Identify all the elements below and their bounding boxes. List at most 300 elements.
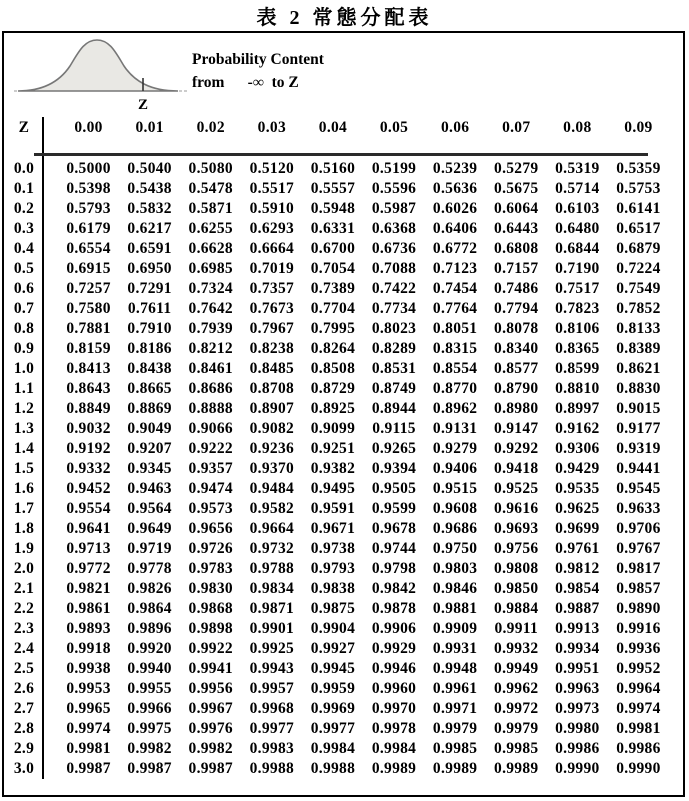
probability-cell: 0.9887 [555, 600, 600, 618]
row-label: 1.8 [13, 520, 35, 538]
probability-cell: 0.9890 [616, 600, 661, 618]
probability-cell: 0.9875 [310, 600, 356, 618]
row-label: 1.1 [13, 380, 35, 398]
column-header: 0.09 [624, 119, 653, 137]
probability-cell: 0.9525 [494, 480, 539, 498]
probability-cell: 0.9948 [432, 660, 478, 678]
probability-cell: 0.9099 [310, 420, 356, 438]
probability-cell: 0.9793 [310, 560, 356, 578]
probability-cell: 0.6368 [371, 220, 417, 238]
probability-cell: 0.9463 [127, 480, 172, 498]
probability-cell: 0.7157 [494, 260, 539, 278]
probability-cell: 0.9484 [249, 480, 295, 498]
probability-cell: 0.9671 [310, 520, 356, 538]
probability-cell: 0.9591 [310, 500, 356, 518]
probability-cell: 0.9693 [494, 520, 539, 538]
row-label: 2.6 [13, 680, 35, 698]
probability-cell: 0.8106 [555, 320, 600, 338]
probability-cell: 0.8186 [127, 340, 172, 358]
probability-cell: 0.5596 [371, 180, 417, 198]
row-label: 0.8 [13, 320, 35, 338]
probability-cell: 0.9783 [188, 560, 233, 578]
probability-cell: 0.9960 [371, 680, 417, 698]
probability-cell: 0.9959 [310, 680, 356, 698]
probability-cell: 0.9474 [188, 480, 233, 498]
probability-cell: 0.8869 [127, 400, 172, 418]
probability-cell: 0.9778 [127, 560, 172, 578]
probability-cell: 0.7673 [249, 300, 295, 318]
probability-cell: 0.6331 [310, 220, 356, 238]
row-label: 2.8 [13, 720, 35, 738]
probability-cell: 0.9925 [249, 640, 295, 658]
probability-cell: 0.5753 [616, 180, 661, 198]
table-row [4, 519, 683, 539]
row-label: 2.5 [13, 660, 35, 678]
probability-cell: 0.9986 [555, 740, 600, 758]
probability-cell: 0.9798 [371, 560, 417, 578]
probability-cell: 0.9761 [555, 540, 600, 558]
table-row [4, 359, 683, 379]
probability-cell: 0.9582 [249, 500, 295, 518]
row-label: 0.6 [13, 280, 35, 298]
probability-cell: 0.9986 [616, 740, 661, 758]
probability-cell: 0.9989 [432, 760, 478, 778]
probability-cell: 0.9772 [66, 560, 111, 578]
probability-cell: 0.9987 [66, 760, 111, 778]
probability-cell: 0.7642 [188, 300, 233, 318]
probability-cell: 0.8212 [188, 340, 233, 358]
column-header: 0.02 [196, 119, 225, 137]
probability-cell: 0.7995 [310, 320, 356, 338]
probability-cell: 0.5319 [555, 160, 600, 178]
probability-cell: 0.9573 [188, 500, 233, 518]
row-label: 3.0 [13, 760, 35, 778]
column-header: 0.05 [379, 119, 409, 137]
probability-cell: 0.7764 [432, 300, 478, 318]
probability-cell: 0.7389 [310, 280, 356, 298]
probability-cell: 0.9918 [66, 640, 111, 658]
probability-cell: 0.9985 [432, 740, 478, 758]
row-label: 0.0 [13, 160, 35, 178]
probability-cell: 0.9969 [310, 700, 356, 718]
probability-cell: 0.7517 [555, 280, 600, 298]
probability-cell: 0.9946 [371, 660, 417, 678]
probability-cell: 0.7939 [188, 320, 233, 338]
probability-cell: 0.8023 [371, 320, 417, 338]
probability-cell: 0.9990 [555, 760, 600, 778]
probability-cell: 0.9265 [371, 440, 417, 458]
probability-cell: 0.7486 [494, 280, 539, 298]
row-label: 2.4 [13, 640, 35, 658]
probability-cell: 0.9357 [188, 460, 233, 478]
probability-cell: 0.6026 [432, 200, 478, 218]
probability-cell: 0.8438 [127, 360, 172, 378]
table-row [4, 539, 683, 559]
row-label: 0.7 [13, 300, 35, 318]
probability-cell: 0.9982 [127, 740, 172, 758]
probability-cell: 0.9032 [66, 420, 111, 438]
probability-cell: 0.9147 [494, 420, 539, 438]
probability-cell: 0.9980 [555, 720, 600, 738]
probability-cell: 0.9406 [432, 460, 478, 478]
probability-cell: 0.9977 [310, 720, 356, 738]
row-label: 1.9 [13, 540, 35, 558]
probability-cell: 0.6293 [249, 220, 295, 238]
probability-cell: 0.9881 [432, 600, 478, 618]
row-label: 2.0 [13, 560, 35, 578]
table-frame [2, 31, 685, 797]
probability-cell: 0.7823 [555, 300, 600, 318]
probability-cell: 0.9015 [616, 400, 661, 418]
probability-cell: 0.9131 [432, 420, 478, 438]
row-label: 0.1 [13, 180, 35, 198]
probability-cell: 0.9830 [188, 580, 233, 598]
probability-cell: 0.9251 [310, 440, 356, 458]
probability-cell: 0.9988 [249, 760, 295, 778]
probability-cell: 0.8770 [432, 380, 478, 398]
row-label: 0.9 [13, 340, 35, 358]
probability-cell: 0.9985 [494, 740, 539, 758]
probability-cell: 0.8413 [66, 360, 111, 378]
row-label: 1.6 [13, 480, 35, 498]
probability-cell: 0.9981 [66, 740, 111, 758]
probability-cell: 0.9854 [555, 580, 600, 598]
probability-cell: 0.9966 [127, 700, 172, 718]
probability-cell: 0.8643 [66, 380, 111, 398]
probability-cell: 0.5636 [432, 180, 478, 198]
probability-cell: 0.9972 [494, 700, 539, 718]
probability-cell: 0.9649 [127, 520, 172, 538]
probability-cell: 0.9826 [127, 580, 172, 598]
probability-cell: 0.6179 [66, 220, 111, 238]
probability-cell: 0.9495 [310, 480, 356, 498]
probability-cell: 0.6844 [555, 240, 600, 258]
table-row [4, 459, 683, 479]
probability-cell: 0.7357 [249, 280, 295, 298]
probability-cell: 0.5714 [555, 180, 600, 198]
row-label: 2.9 [13, 740, 35, 758]
table-row [4, 339, 683, 359]
probability-cell: 0.9441 [616, 460, 661, 478]
probability-cell: 0.9904 [310, 620, 356, 638]
probability-cell: 0.9678 [371, 520, 417, 538]
probability-cell: 0.9940 [127, 660, 172, 678]
probability-cell: 0.9929 [371, 640, 417, 658]
probability-cell: 0.8997 [555, 400, 600, 418]
probability-cell: 0.9868 [188, 600, 233, 618]
probability-cell: 0.6772 [432, 240, 478, 258]
probability-cell: 0.7088 [371, 260, 417, 278]
probability-cell: 0.5478 [188, 180, 233, 198]
table-row [4, 639, 683, 659]
figure-caption-line1: Probability Content [192, 51, 324, 68]
probability-cell: 0.9616 [494, 500, 539, 518]
probability-cell: 0.9817 [616, 560, 661, 578]
probability-cell: 0.9984 [371, 740, 417, 758]
table-row [4, 659, 683, 679]
probability-cell: 0.9970 [371, 700, 417, 718]
probability-cell: 0.7852 [616, 300, 661, 318]
probability-cell: 0.8289 [371, 340, 417, 358]
probability-cell: 0.8051 [432, 320, 478, 338]
probability-cell: 0.9927 [310, 640, 356, 658]
row-label: 2.3 [13, 620, 35, 638]
header-separator-rule [34, 153, 648, 156]
probability-cell: 0.9236 [249, 440, 295, 458]
probability-cell: 0.9864 [127, 600, 172, 618]
probability-cell: 0.8599 [555, 360, 600, 378]
probability-cell: 0.9965 [66, 700, 111, 718]
probability-cell: 0.9846 [432, 580, 478, 598]
probability-cell: 0.9955 [127, 680, 172, 698]
table-row [4, 439, 683, 459]
row-label: 1.5 [13, 460, 35, 478]
probability-cell: 0.9554 [66, 500, 111, 518]
probability-cell: 0.5987 [371, 200, 417, 218]
probability-cell: 0.9699 [555, 520, 600, 538]
probability-cell: 0.8830 [616, 380, 661, 398]
probability-cell: 0.6443 [494, 220, 539, 238]
probability-cell: 0.6255 [188, 220, 233, 238]
probability-cell: 0.9292 [494, 440, 539, 458]
table-row [4, 219, 683, 239]
probability-cell: 0.7734 [371, 300, 417, 318]
probability-cell: 0.9951 [555, 660, 600, 678]
probability-cell: 0.9982 [188, 740, 233, 758]
probability-cell: 0.7549 [616, 280, 661, 298]
probability-cell: 0.9713 [66, 540, 111, 558]
probability-cell: 0.9979 [494, 720, 539, 738]
probability-cell: 0.5832 [127, 200, 172, 218]
probability-cell: 0.9306 [555, 440, 600, 458]
probability-cell: 0.8888 [188, 400, 233, 418]
probability-cell: 0.9909 [432, 620, 478, 638]
probability-cell: 0.8159 [66, 340, 111, 358]
probability-cell: 0.8790 [494, 380, 539, 398]
column-header: 0.04 [318, 119, 348, 137]
probability-cell: 0.7454 [432, 280, 478, 298]
probability-cell: 0.8621 [616, 360, 661, 378]
probability-cell: 0.9898 [188, 620, 233, 638]
normal-curve-figure [12, 35, 192, 115]
probability-cell: 0.6064 [494, 200, 539, 218]
probability-cell: 0.8810 [555, 380, 600, 398]
probability-cell: 0.9989 [494, 760, 539, 778]
probability-cell: 0.8708 [249, 380, 295, 398]
row-label: 0.4 [13, 240, 35, 258]
probability-cell: 0.8078 [494, 320, 539, 338]
probability-cell: 0.9834 [249, 580, 295, 598]
table-header-row [4, 116, 683, 140]
table-row [4, 479, 683, 499]
table-row [4, 159, 683, 179]
probability-cell: 0.9750 [432, 540, 478, 558]
table-row [4, 299, 683, 319]
table-row [4, 199, 683, 219]
probability-cell: 0.7257 [66, 280, 111, 298]
probability-cell: 0.7019 [249, 260, 295, 278]
probability-cell: 0.5040 [127, 160, 172, 178]
row-label: 1.2 [13, 400, 35, 418]
probability-cell: 0.9564 [127, 500, 172, 518]
probability-cell: 0.9906 [371, 620, 417, 638]
probability-cell: 0.6217 [127, 220, 172, 238]
probability-cell: 0.9936 [616, 640, 661, 658]
probability-cell: 0.6103 [555, 200, 600, 218]
probability-cell: 0.9706 [616, 520, 661, 538]
probability-cell: 0.9066 [188, 420, 233, 438]
probability-cell: 0.8238 [249, 340, 295, 358]
probability-cell: 0.9808 [494, 560, 539, 578]
probability-cell: 0.5871 [188, 200, 233, 218]
probability-cell: 0.7967 [249, 320, 295, 338]
probability-cell: 0.9803 [432, 560, 478, 578]
probability-cell: 0.9989 [371, 760, 417, 778]
probability-cell: 0.9049 [127, 420, 172, 438]
probability-cell: 0.9953 [66, 680, 111, 698]
column-header: 0.00 [74, 119, 103, 137]
probability-cell: 0.9535 [555, 480, 600, 498]
probability-cell: 0.5438 [127, 180, 172, 198]
table-header [4, 116, 683, 140]
probability-cell: 0.8365 [555, 340, 600, 358]
table-row [4, 599, 683, 619]
probability-cell: 0.9956 [188, 680, 233, 698]
probability-cell: 0.6736 [371, 240, 417, 258]
probability-cell: 0.9967 [188, 700, 233, 718]
probability-cell: 0.9968 [249, 700, 295, 718]
row-label: 2.1 [13, 580, 35, 598]
probability-cell: 0.9988 [310, 760, 356, 778]
table-row [4, 579, 683, 599]
probability-cell: 0.9545 [616, 480, 661, 498]
probability-cell: 0.5000 [66, 160, 111, 178]
probability-cell: 0.9641 [66, 520, 111, 538]
probability-cell: 0.9382 [310, 460, 356, 478]
table-row [4, 699, 683, 719]
probability-cell: 0.9981 [616, 720, 661, 738]
column-header: 0.03 [257, 119, 286, 137]
probability-cell: 0.5199 [371, 160, 417, 178]
probability-cell: 0.8665 [127, 380, 172, 398]
probability-cell: 0.9608 [432, 500, 478, 518]
probability-cell: 0.6141 [616, 200, 661, 218]
probability-cell: 0.9941 [188, 660, 233, 678]
probability-cell: 0.5239 [432, 160, 478, 178]
probability-cell: 0.9664 [249, 520, 295, 538]
probability-cell: 0.9838 [310, 580, 356, 598]
probability-cell: 0.9850 [494, 580, 539, 598]
probability-cell: 0.9901 [249, 620, 295, 638]
probability-cell: 0.8531 [371, 360, 417, 378]
probability-cell: 0.5557 [310, 180, 356, 198]
probability-cell: 0.9222 [188, 440, 233, 458]
probability-cell: 0.9893 [66, 620, 111, 638]
probability-cell: 0.9738 [310, 540, 356, 558]
probability-cell: 0.9115 [372, 420, 416, 438]
probability-cell: 0.9192 [66, 440, 111, 458]
probability-cell: 0.9394 [371, 460, 417, 478]
probability-cell: 0.7704 [310, 300, 356, 318]
probability-cell: 0.6985 [188, 260, 233, 278]
probability-cell: 0.8925 [310, 400, 356, 418]
probability-cell: 0.9964 [616, 680, 661, 698]
probability-cell: 0.9756 [494, 540, 539, 558]
probability-cell: 0.8980 [494, 400, 539, 418]
probability-cell: 0.6591 [127, 240, 172, 258]
probability-cell: 0.9788 [249, 560, 295, 578]
probability-cell: 0.9963 [555, 680, 600, 698]
probability-cell: 0.9082 [249, 420, 295, 438]
column-header: 0.08 [563, 119, 592, 137]
probability-cell: 0.9961 [432, 680, 478, 698]
probability-cell: 0.8133 [616, 320, 661, 338]
probability-cell: 0.5080 [188, 160, 233, 178]
column-header: 0.06 [440, 119, 470, 137]
probability-cell: 0.9977 [249, 720, 295, 738]
row-label: 0.5 [13, 260, 35, 278]
probability-cell: 0.5279 [494, 160, 539, 178]
probability-cell: 0.9974 [66, 720, 111, 738]
probability-cell: 0.8340 [494, 340, 539, 358]
probability-cell: 0.9177 [616, 420, 661, 438]
row-label: 2.7 [13, 700, 35, 718]
probability-cell: 0.9726 [188, 540, 233, 558]
probability-cell: 0.9162 [555, 420, 600, 438]
probability-cell: 0.9938 [66, 660, 111, 678]
table-row [4, 419, 683, 439]
z-table-body [4, 159, 683, 779]
probability-cell: 0.8962 [432, 400, 478, 418]
probability-cell: 0.7881 [66, 320, 111, 338]
probability-cell: 0.7324 [188, 280, 233, 298]
table-row [4, 379, 683, 399]
probability-cell: 0.9932 [494, 640, 539, 658]
column-header: 0.01 [135, 119, 164, 137]
probability-cell: 0.5910 [249, 200, 295, 218]
probability-cell: 0.5517 [249, 180, 295, 198]
figure-caption [192, 48, 324, 94]
probability-cell: 0.9931 [432, 640, 478, 658]
probability-cell: 0.8944 [371, 400, 417, 418]
probability-cell: 0.9418 [494, 460, 539, 478]
probability-cell: 0.8264 [310, 340, 356, 358]
table-row [4, 279, 683, 299]
probability-cell: 0.9984 [310, 740, 356, 758]
figure-caption-line2: from -∞ to Z [192, 74, 299, 91]
table-row [4, 499, 683, 519]
probability-cell: 0.9505 [371, 480, 417, 498]
probability-cell: 0.9452 [66, 480, 111, 498]
probability-cell: 0.9922 [188, 640, 233, 658]
page-title: 表 2 常態分配表 [256, 7, 433, 29]
probability-cell: 0.5398 [66, 180, 111, 198]
probability-cell: 0.9920 [127, 640, 172, 658]
probability-cell: 0.9913 [555, 620, 600, 638]
probability-cell: 0.9625 [555, 500, 600, 518]
probability-cell: 0.8577 [494, 360, 539, 378]
probability-cell: 0.9952 [616, 660, 661, 678]
probability-cell: 0.7291 [127, 280, 172, 298]
table-row [4, 759, 683, 779]
probability-cell: 0.8485 [249, 360, 295, 378]
probability-cell: 0.9821 [66, 580, 111, 598]
probability-cell: 0.7054 [310, 260, 356, 278]
probability-cell: 0.6628 [188, 240, 233, 258]
table-row [4, 559, 683, 579]
probability-cell: 0.8849 [66, 400, 111, 418]
table-row [4, 239, 683, 259]
